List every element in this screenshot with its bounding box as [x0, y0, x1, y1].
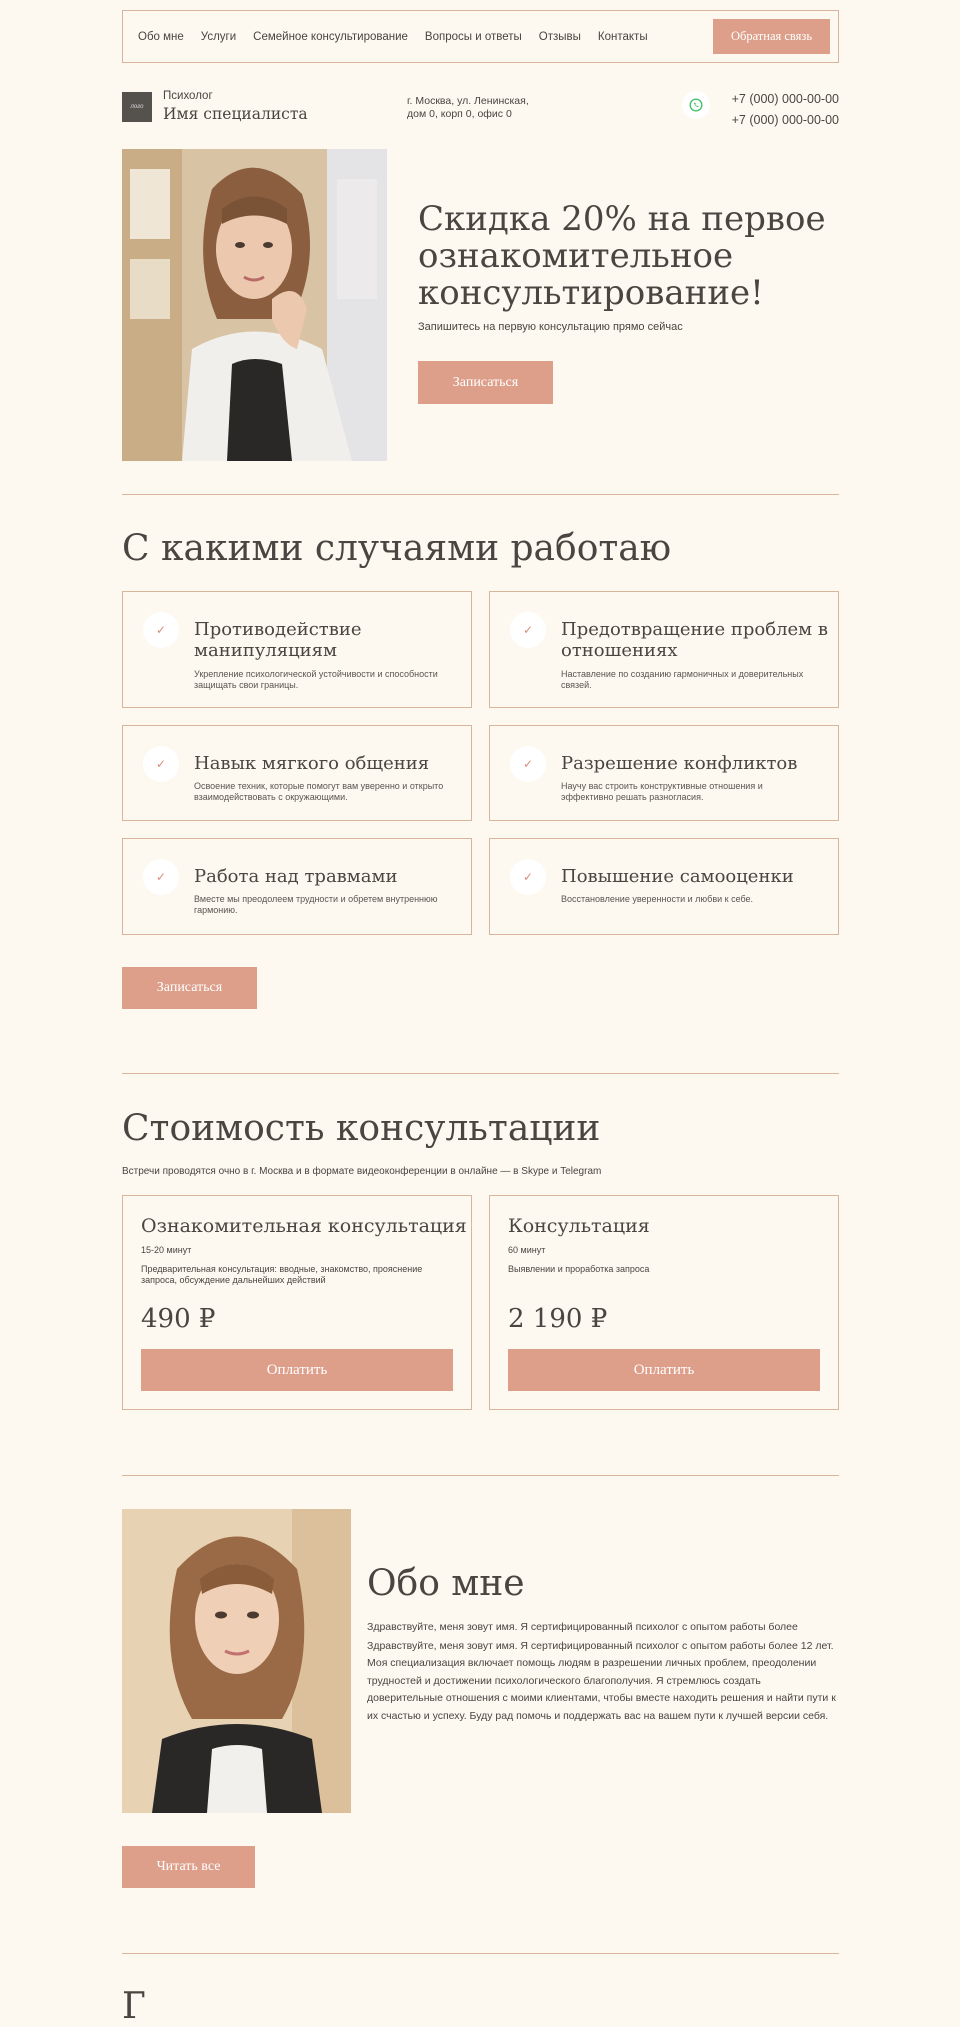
price-card-price: 2 190 ₽	[508, 1304, 608, 1334]
hero-signup-button[interactable]: Записаться	[418, 361, 553, 404]
hero-subtitle: Запишитесь на первую консультацию прямо сейчас	[418, 321, 683, 333]
logo[interactable]: лого	[122, 92, 152, 122]
site-header	[122, 88, 839, 130]
divider	[122, 1953, 839, 1954]
nav-link-faq[interactable]: Вопросы и ответы	[424, 30, 522, 43]
pay-button[interactable]: Оплатить	[141, 1349, 453, 1391]
check-icon: ✓	[510, 859, 546, 895]
price-card-desc: Выявлении и проработка запроса	[508, 1264, 650, 1274]
case-title: Предотвращение проблем в отношениях	[561, 619, 829, 661]
case-card	[489, 838, 839, 935]
read-all-button[interactable]: Читать все	[122, 1846, 255, 1888]
case-card	[122, 725, 472, 821]
nav-link-about[interactable]: Обо мне	[138, 30, 184, 43]
pricing-subtitle: Встречи проводятся очно в г. Москва и в формате видеоконференции в онлайне — в Skype и Telegram	[122, 1166, 602, 1177]
divider	[122, 494, 839, 495]
price-card-title: Ознакомительная консультация	[141, 1215, 467, 1237]
phone-2[interactable]: +7 (000) 000-00-00	[731, 113, 839, 127]
case-card	[489, 591, 839, 708]
case-desc: Научу вас строить конструктивные отношения и эффективно решать разногласия.	[561, 781, 763, 802]
case-title: Навык мягкого общения	[194, 753, 430, 774]
address-line-2: дом 0, корп 0, офис 0	[407, 108, 512, 120]
check-icon: ✓	[510, 746, 546, 782]
price-card	[122, 1195, 472, 1410]
specialist-name: Имя специалиста	[163, 105, 308, 123]
check-icon: ✓	[143, 746, 179, 782]
price-card	[489, 1195, 839, 1410]
case-title: Разрешение конфликтов	[561, 753, 798, 774]
nav-link-services[interactable]: Услуги	[200, 30, 237, 43]
divider	[122, 1073, 839, 1074]
feedback-button[interactable]: Обратная связь	[713, 19, 830, 54]
specialist-role: Психолог	[163, 90, 213, 102]
about-photo	[122, 1509, 351, 1813]
about-title: Обо мне	[367, 1563, 525, 1604]
hero-section	[122, 149, 839, 461]
case-card	[122, 591, 472, 708]
case-desc: Освоение техник, которые помогут вам уверенно и открыто взаимодействовать с окружающими.	[194, 781, 444, 802]
next-section-title: Г	[122, 1986, 146, 2027]
case-desc: Восстановление уверенности и любви к себе.	[561, 894, 754, 904]
address-line-1: г. Москва, ул. Ленинская,	[407, 95, 529, 107]
cases-title: С какими случаями работаю	[122, 528, 672, 569]
check-icon: ✓	[143, 612, 179, 648]
case-desc: Вместе мы преодолеем трудности и обретем внутреннюю гармонию.	[194, 894, 438, 915]
divider	[122, 1475, 839, 1476]
pricing-title: Стоимость консультации	[122, 1108, 601, 1149]
case-desc: Наставление по созданию гармоничных и доверительных связей.	[561, 669, 804, 690]
phones	[732, 89, 839, 131]
check-icon: ✓	[143, 859, 179, 895]
price-card-title: Консультация	[508, 1215, 650, 1237]
address	[407, 95, 567, 121]
price-card-duration: 15-20 минут	[141, 1245, 192, 1255]
case-card	[122, 838, 472, 935]
nav-links	[138, 31, 648, 43]
case-title: Повышение самооценки	[561, 866, 794, 887]
hero-photo	[122, 149, 387, 461]
price-card-duration: 60 минут	[508, 1245, 546, 1255]
hero-title: Скидка 20% на первое ознакомительное консультирование!	[418, 199, 826, 313]
price-card-price: 490 ₽	[141, 1304, 216, 1334]
about-intro: Здравствуйте, меня зовут имя. Я сертифицированный психолог с опытом работы более	[367, 1621, 798, 1633]
nav-link-family[interactable]: Семейное консультирование	[253, 30, 408, 43]
top-nav	[122, 10, 839, 63]
case-desc: Укрепление психологической устойчивости и способности защищать свои границы.	[194, 669, 438, 690]
phone-1[interactable]: +7 (000) 000-00-00	[731, 92, 839, 106]
case-title: Противодействие манипуляциям	[194, 619, 362, 661]
pay-button[interactable]: Оплатить	[508, 1349, 820, 1391]
price-card-desc: Предварительная консультация: вводные, знакомство, прояснение запроса, обсуждение дальнейших действий	[141, 1264, 423, 1285]
nav-link-reviews[interactable]: Отзывы	[538, 30, 581, 43]
case-card	[489, 725, 839, 821]
cases-signup-button[interactable]: Записаться	[122, 967, 257, 1009]
check-icon: ✓	[510, 612, 546, 648]
case-title: Работа над травмами	[194, 866, 398, 887]
nav-link-contacts[interactable]: Контакты	[597, 30, 648, 43]
about-text	[367, 1619, 839, 1725]
about-body: Здравствуйте, меня зовут имя. Я сертифицированный психолог с опытом работы более 12 лет. Моя специализация включает помощь людям в разрешении личных проблем, преодолении трудностей и достижении психологического благополучия. Я стремлюсь создать доверительные отношения с моими клиентами, чтобы вместе находить решения и найти пути к их счастью и успеху. Буду рад помочь и поддержать вас на вашем пути к лучшей версии себя.	[367, 1639, 836, 1722]
whatsapp-icon[interactable]	[682, 91, 710, 119]
